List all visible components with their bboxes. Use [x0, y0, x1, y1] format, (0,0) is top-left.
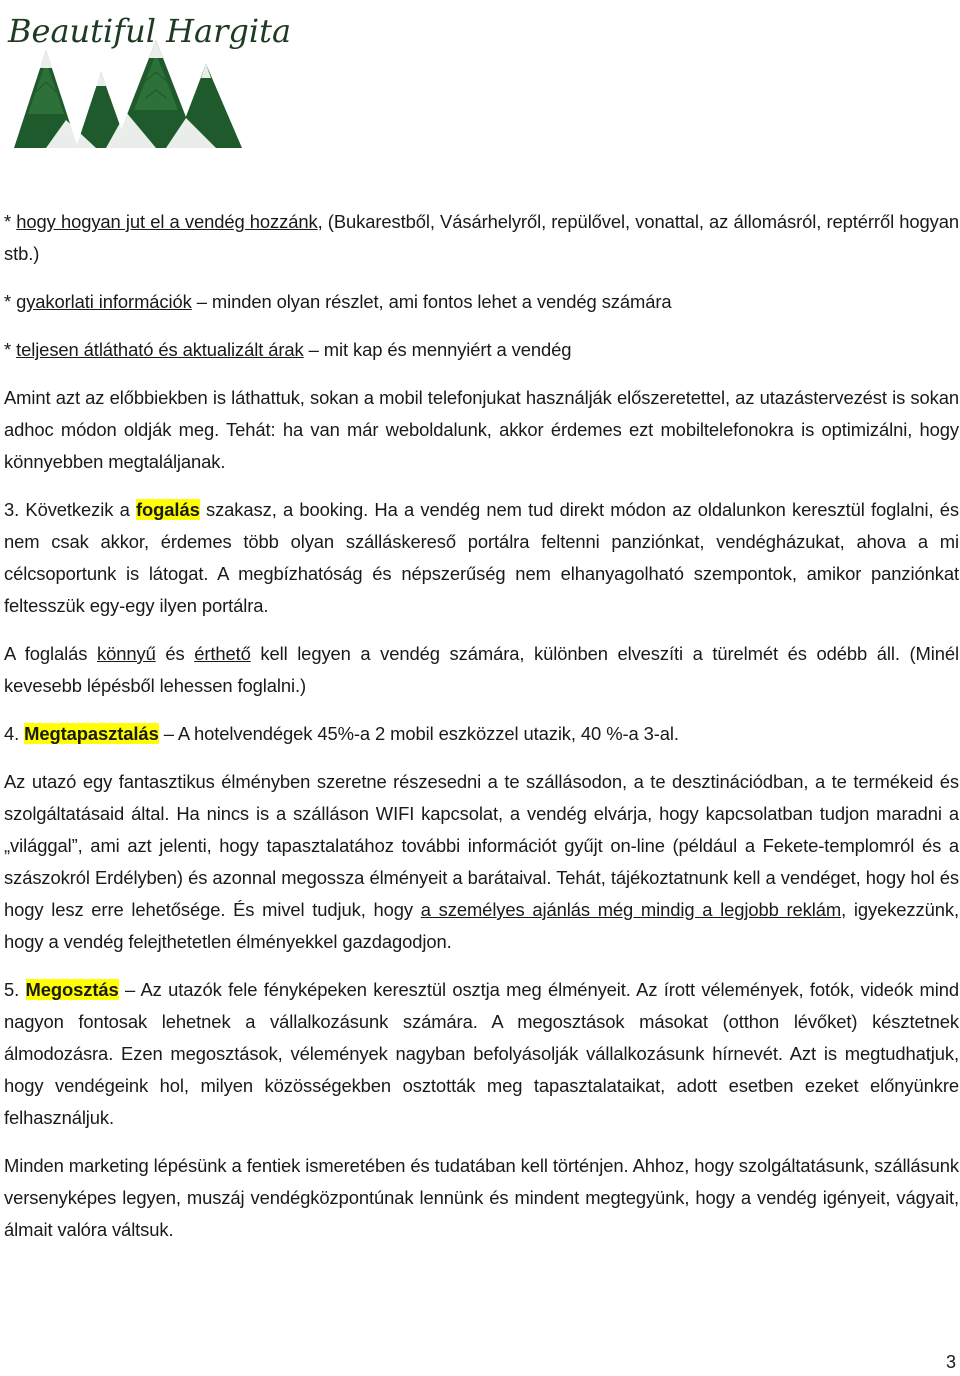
- list-item-getting-here: * hogy hogyan jut el a vendég hozzánk, (Bukarestből, Vásárhelyről, repülővel, vonattal, az állomásról, reptérről hogyan stb.): [4, 211, 960, 264]
- highlight-experience: Megtapasztalás: [24, 723, 159, 744]
- paragraph-easy-booking: A foglalás könnyű és érthető kell legyen a vendég számára, különben elveszíti a türelmét és odébb áll. (Minél kevesebb lépésből lehessen foglalni.): [4, 643, 959, 696]
- paragraph-experience: Az utazó egy fantasztikus élményben szeretne részesedni a te szállásodon, a te desztinációdban, a te termékeid és szolgáltatásaid által. Ha nincs is a szálláson WIFI kapcsolat, a vendég elvárja, hogy kapcsolatban tudjon maradni a „világgal”, ami azt jelenti, hogy tapasztalatához további információt gyűjt on-line (például a Fekete-templomról és a szászokról Erdélyben) és azonnal megossza élményeit a barátaival. Tehát, tájékoztatnunk kell a vendéget, hogy hol és hogy lesz erre lehetősége. És mivel tudjuk, hogy a személyes ajánlás még mindig a legjobb reklám, igyekezzünk, hogy a vendég felejthetetlen élményekkel gazdagodjon.: [4, 771, 959, 952]
- paragraph-booking: 3. Következik a fogalás szakasz, a booking. Ha a vendég nem tud direkt módon az oldalunkon keresztül foglalni, és nem csak akkor, érdemes több olyan szálláskereső portálra feltenni panziónkat, vendégházukat, ahova a mi célcsoportunk is látogat. A megbízhatóság és népszerűség nem elhanyagolható szempontok, amikor panziónkat feltesszük egy-egy ilyen portálra.: [4, 499, 959, 616]
- paragraph-conclusion: Minden marketing lépésünk a fentiek ismeretében és tudatában kell történjen. Ahhoz, hogy szolgáltatásunk, szállásunk versenyképes legyen, muszáj vendégközpontúnak lennünk és mindent megtegyünk, hogy a vendég igényeit, vágyait, álmait valóra váltsuk.: [4, 1155, 959, 1240]
- page-number: 3: [945, 1352, 956, 1372]
- getting-here-link: hogy hogyan jut el a vendég hozzánk: [16, 211, 318, 232]
- document-body: [4, 206, 959, 1262]
- logo: [6, 2, 292, 152]
- logo-wordmark: Beautiful Hargita: [8, 12, 292, 50]
- prices-link: teljesen átlátható és aktualizált árak: [16, 339, 304, 360]
- paragraph-mobile: Amint azt az előbbiekben is láthattuk, sokan a mobil telefonjukat használják előszeretettel, az utazástervezést is sokan adhoc módon oldják meg. Tehát: ha van már weboldalunk, akkor érdemes ezt mobiltelefonokra is optimizálni, hogy könnyebben megtaláljanak.: [4, 387, 959, 472]
- paragraph-experience-heading: 4. Megtapasztalás – A hotelvendégek 45%-a 2 mobil eszközzel utazik, 40 %-a 3-al.: [4, 723, 679, 744]
- list-item-practical-info: * gyakorlati információk – minden olyan részlet, ami fontos lehet a vendég számára: [4, 291, 672, 312]
- paragraph-sharing: 5. Megosztás – Az utazók fele fényképeken keresztül osztja meg élményeit. Az írott vélemények, fotók, videók mind nagyon fontosak lehetnek a vállalkozásunk számára. A megosztások másokat (otthon lévőket) késztetnek álmodozásra. Ezen megosztások, vélemények nagyban befolyásolják vállalkozásunk hírnevét. Azt is megtudhatjuk, hogy vendégeink hol, milyen közösségekben osztották meg tapasztalataikat, adott esetben ezeket előnyünkre felhasználjuk.: [4, 979, 959, 1128]
- practical-info-link: gyakorlati információk: [16, 291, 192, 312]
- pine-forest-logo-icon: [6, 2, 292, 152]
- highlight-sharing: Megosztás: [25, 979, 119, 1000]
- highlight-booking: fogalás: [136, 499, 200, 520]
- list-item-prices: * teljesen átlátható és aktualizált árak – mit kap és mennyiért a vendég: [4, 339, 572, 360]
